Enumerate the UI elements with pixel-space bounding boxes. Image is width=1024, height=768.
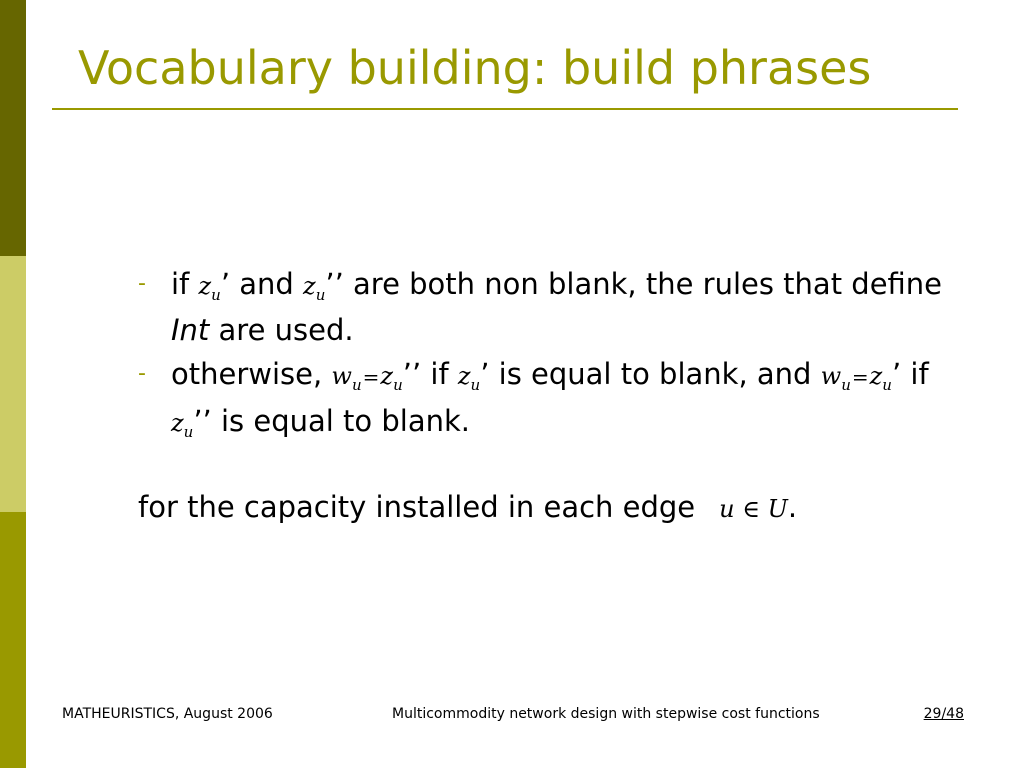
bullet-text: ’ if xyxy=(891,357,929,391)
footer-talk-title: Multicommodity network design with stepwise cost functions xyxy=(392,706,820,722)
bullet-text: otherwise, xyxy=(171,357,332,391)
bullet-item-1 xyxy=(138,262,958,352)
int-term: Int xyxy=(171,313,210,347)
bullet-text: ’’ is equal to blank. xyxy=(193,404,471,438)
math-w-equals-z: $w_u=z_u$ xyxy=(820,362,892,394)
bullet-dash: - xyxy=(138,271,146,296)
closing-period: . xyxy=(787,490,798,524)
closing-line xyxy=(138,485,958,531)
math-w-equals-z: $w_u=z_u$ xyxy=(331,362,403,394)
sidebar-band-middle xyxy=(0,256,26,512)
bullet-text: are used. xyxy=(209,313,354,347)
bullet-dash: - xyxy=(138,361,146,386)
bullet-text: ’ is equal to blank, and xyxy=(480,357,821,391)
title-underline-rule xyxy=(52,108,958,110)
bullet-text: ’’ if xyxy=(402,357,458,391)
bullet-text: ’ and xyxy=(220,267,304,301)
math-z: $z_u$ xyxy=(171,409,194,441)
footer-conference: MATHEURISTICS, August 2006 xyxy=(62,706,273,722)
slide-content xyxy=(138,262,958,560)
sidebar-band-top xyxy=(0,0,26,256)
closing-text: for the capacity installed in each edge xyxy=(138,490,696,524)
math-z: $z_u$ xyxy=(198,272,221,304)
slide-title: Vocabulary building: build phrases xyxy=(78,41,872,95)
bullet-text: if xyxy=(171,267,199,301)
bullet-item-2 xyxy=(138,352,958,445)
math-u-in-U: u ∈ U xyxy=(719,495,788,523)
math-z: $z_u$ xyxy=(457,362,481,394)
math-z: $z_u$ xyxy=(303,272,326,304)
bullet-text: ’’ are both non blank, the rules that define xyxy=(325,267,943,301)
footer-page-number[interactable]: 29/48 xyxy=(923,706,964,722)
sidebar-band-bottom xyxy=(0,512,26,768)
